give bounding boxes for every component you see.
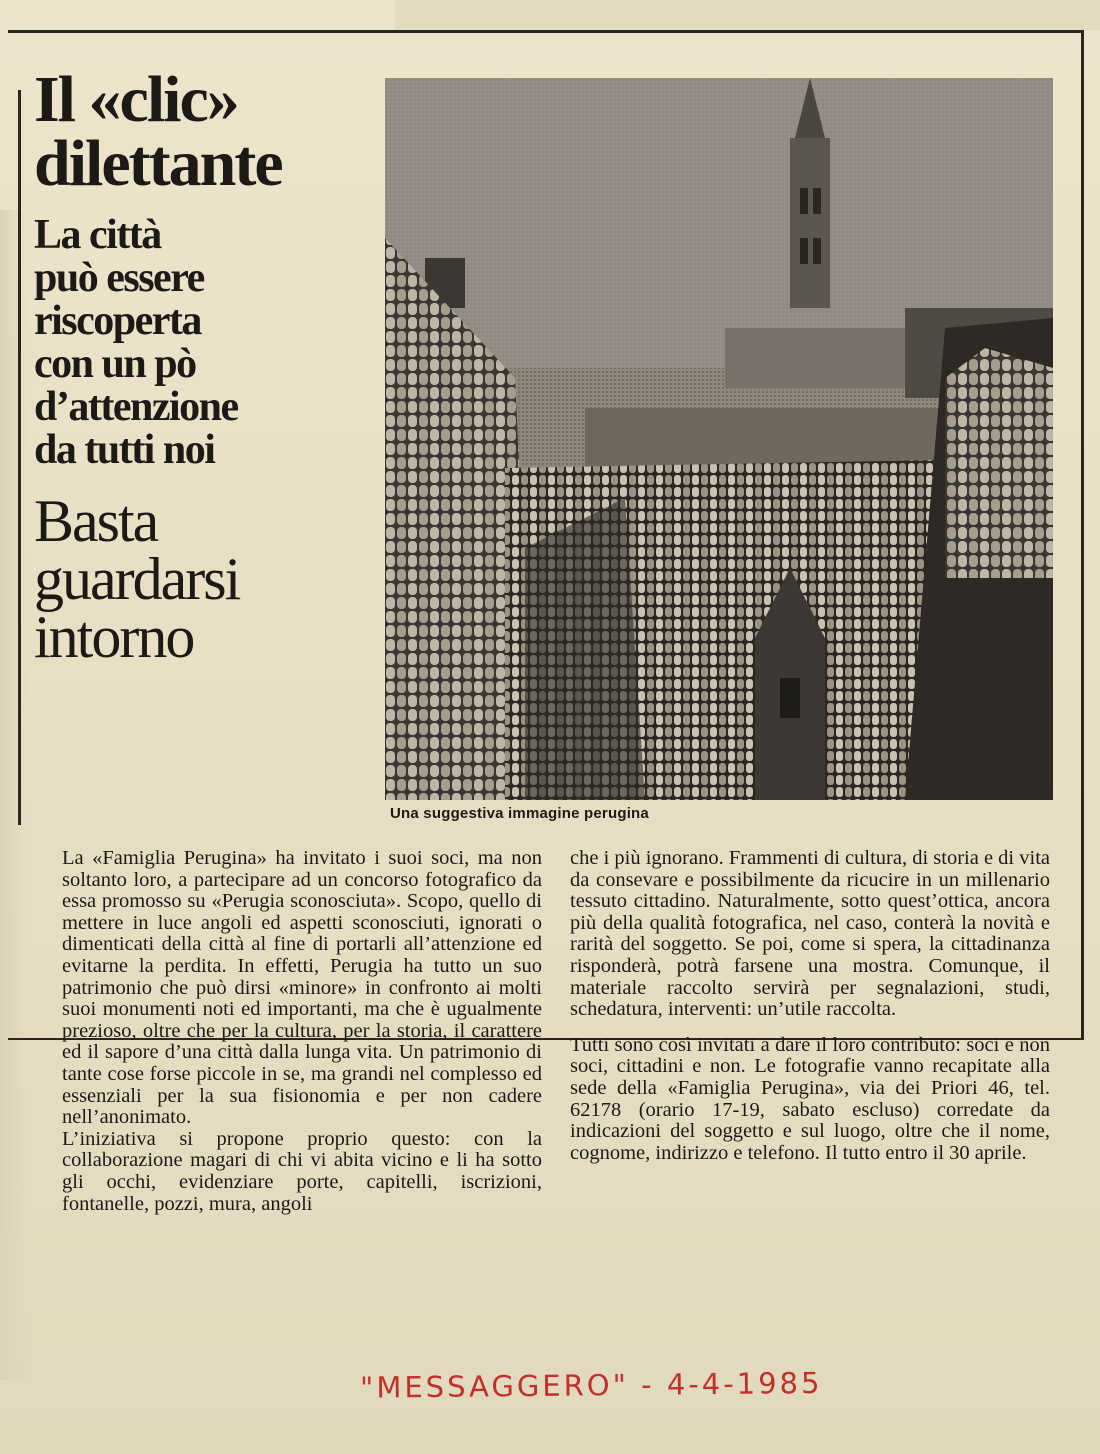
headline-main-line-2: dilettante xyxy=(34,127,282,200)
article-column-left xyxy=(62,848,542,1215)
kicker-headline xyxy=(34,488,379,670)
rooftops-photo xyxy=(385,78,1053,800)
handwritten-source-note: "MESSAGGERO" - 4-4-1985 xyxy=(359,1365,823,1405)
subheadline-line: con un pò xyxy=(34,341,196,387)
kicker-line: intorno xyxy=(34,604,194,670)
headline-rule xyxy=(18,90,21,825)
kicker-line: Basta xyxy=(34,488,158,554)
headline-block xyxy=(34,63,379,670)
article-paragraph: L’iniziativa si propone proprio questo: con la collaborazione magari di chi vi abita vicino e li ha sotto gli occhi, evidenziare porte, capitelli, iscrizioni, fontanelle, pozzi, mura, angoli xyxy=(62,1127,542,1215)
article-paragraph: che i più ignorano. Frammenti di cultura, di storia e di vita da consevare e possibilmente da ricucire in un millenario tessuto cittadino. Naturalmente, sotto quest’ottica, ancora più della qualità fotografica, nel caso, conterà la novità e rarità del soggetto. Se poi, come si spera, la cittadinanza risponderà, potrà farsene una mostra. Comunque, il materiale raccolto servirà per segnalazioni, studi, schedatura, interventi: un’utile raccolta. xyxy=(570,847,1050,1021)
subheadline-line: riscoperta xyxy=(34,298,201,344)
rooftops-photo-illustration xyxy=(385,78,1053,800)
subheadline xyxy=(34,214,379,472)
article-paragraph: La «Famiglia Perugina» ha invitato i suoi soci, ma non soltanto loro, a partecipare ad un concorso fotografico da essa promosso su «Perugia sconosciuta». Scopo, quello di mettere in luce angoli ed aspetti sconosciuti, ignorati o dimenticati della città al fine di portarli all’attenzione ed evitarne la perdita. In effetti, Perugia ha tutto un suo patrimonio che può dirsi «minore» in confronto ai molti suoi monumenti noti ed importanti, ma che è ugualmente prezioso, oltre che per la cultura, per la storia, il carattere ed il sapore d’una città dalla lunga vita. Un patrimonio di tante cose forse piccole in se, ma grandi nel complesso ed essenziali per la sua fisionomia e per non cadere nell’anonimato. xyxy=(62,847,542,1129)
article-column-right xyxy=(570,848,1050,1164)
photo-caption: Una suggestiva immagine perugina xyxy=(390,805,649,822)
article-paragraph: Tutti sono così invitati a dare il loro contributo: soci e non soci, cittadini e non. Le fotografie vanno recapitate alla sede della «Famiglia Perugina», via dei Priori 46, tel. 62178 (orario 17-19, sabato escluso) corredate da indicazioni del soggetto e sul luogo, oltre che il nome, cognome, indirizzo e telefono. Il tutto entro il 30 aprile. xyxy=(570,1033,1050,1164)
subheadline-line: La città xyxy=(34,212,161,258)
clipping-top-edge xyxy=(395,0,1100,30)
subheadline-line: d’attenzione xyxy=(34,384,238,430)
subheadline-line: da tutti noi xyxy=(34,427,215,473)
kicker-line: guardarsi xyxy=(34,546,240,612)
subheadline-line: può essere xyxy=(34,255,204,301)
headline-main-line-1: Il «clic» xyxy=(34,63,238,136)
